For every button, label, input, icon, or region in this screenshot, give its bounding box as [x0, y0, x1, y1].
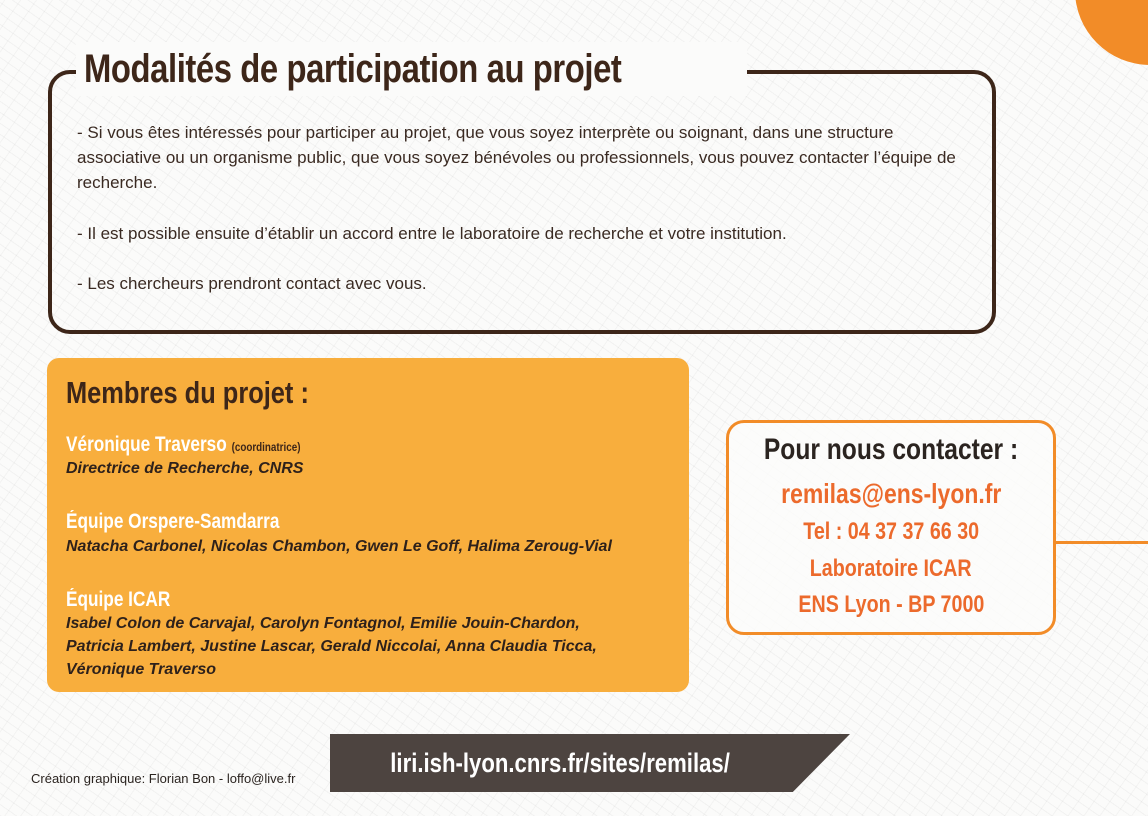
- contact-phone: Tel : 04 37 37 66 30: [803, 518, 979, 545]
- coordinator-title: Directrice de Recherche, CNRS: [66, 460, 304, 477]
- participation-paragraph-2: - Il est possible ensuite d’établir un accord entre le laboratoire de recherche et votre institution.: [77, 224, 787, 243]
- team-icar-members-line: Véronique Traverso: [66, 661, 216, 678]
- contact-title: Pour nous contacter :: [763, 433, 1019, 466]
- team-icar-members-line: Isabel Colon de Carvajal, Carolyn Fontagnol, Emilie Jouin-Chardon,: [66, 615, 580, 632]
- team-orspere-name: Équipe Orspere-Samdarra: [66, 510, 280, 533]
- corner-decoration: [1075, 0, 1148, 65]
- contact-email[interactable]: remilas@ens-lyon.fr: [780, 478, 1002, 509]
- website-link[interactable]: liri.ish-lyon.cnrs.fr/sites/remilas/: [390, 748, 730, 778]
- design-credit: Création graphique: Florian Bon - loffo@live.fr: [31, 771, 296, 786]
- coordinator-name: Véronique Traverso (coordinatrice): [66, 433, 301, 456]
- contact-address: ENS Lyon - BP 7000: [798, 591, 984, 618]
- participation-title-wrap: [76, 42, 747, 96]
- team-orspere-members: Natacha Carbonel, Nicolas Chambon, Gwen Le Goff, Halima Zeroug-Vial: [66, 538, 612, 555]
- contact-connector-line: [1056, 541, 1148, 544]
- members-title: Membres du projet :: [66, 375, 309, 410]
- team-icar-name: Équipe ICAR: [66, 588, 171, 611]
- participation-paragraph-3: - Les chercheurs prendront contact avec vous.: [77, 274, 427, 293]
- participation-title: Modalités de participation au projet: [84, 47, 622, 91]
- team-icar-members-line: Patricia Lambert, Justine Lascar, Gerald Niccolai, Anna Claudia Ticca,: [66, 638, 597, 655]
- participation-paragraph-1: - Si vous êtes intéressés pour participer au projet, que vous soyez interprète ou soignant, dans une structure associative ou un organisme public, que vous soyez bénévoles ou professionnels, vous pouvez contacter l’équipe de recherche.: [77, 123, 956, 192]
- coordinator-role: (coordinatrice): [231, 440, 301, 454]
- contact-lab: Laboratoire ICAR: [810, 555, 972, 582]
